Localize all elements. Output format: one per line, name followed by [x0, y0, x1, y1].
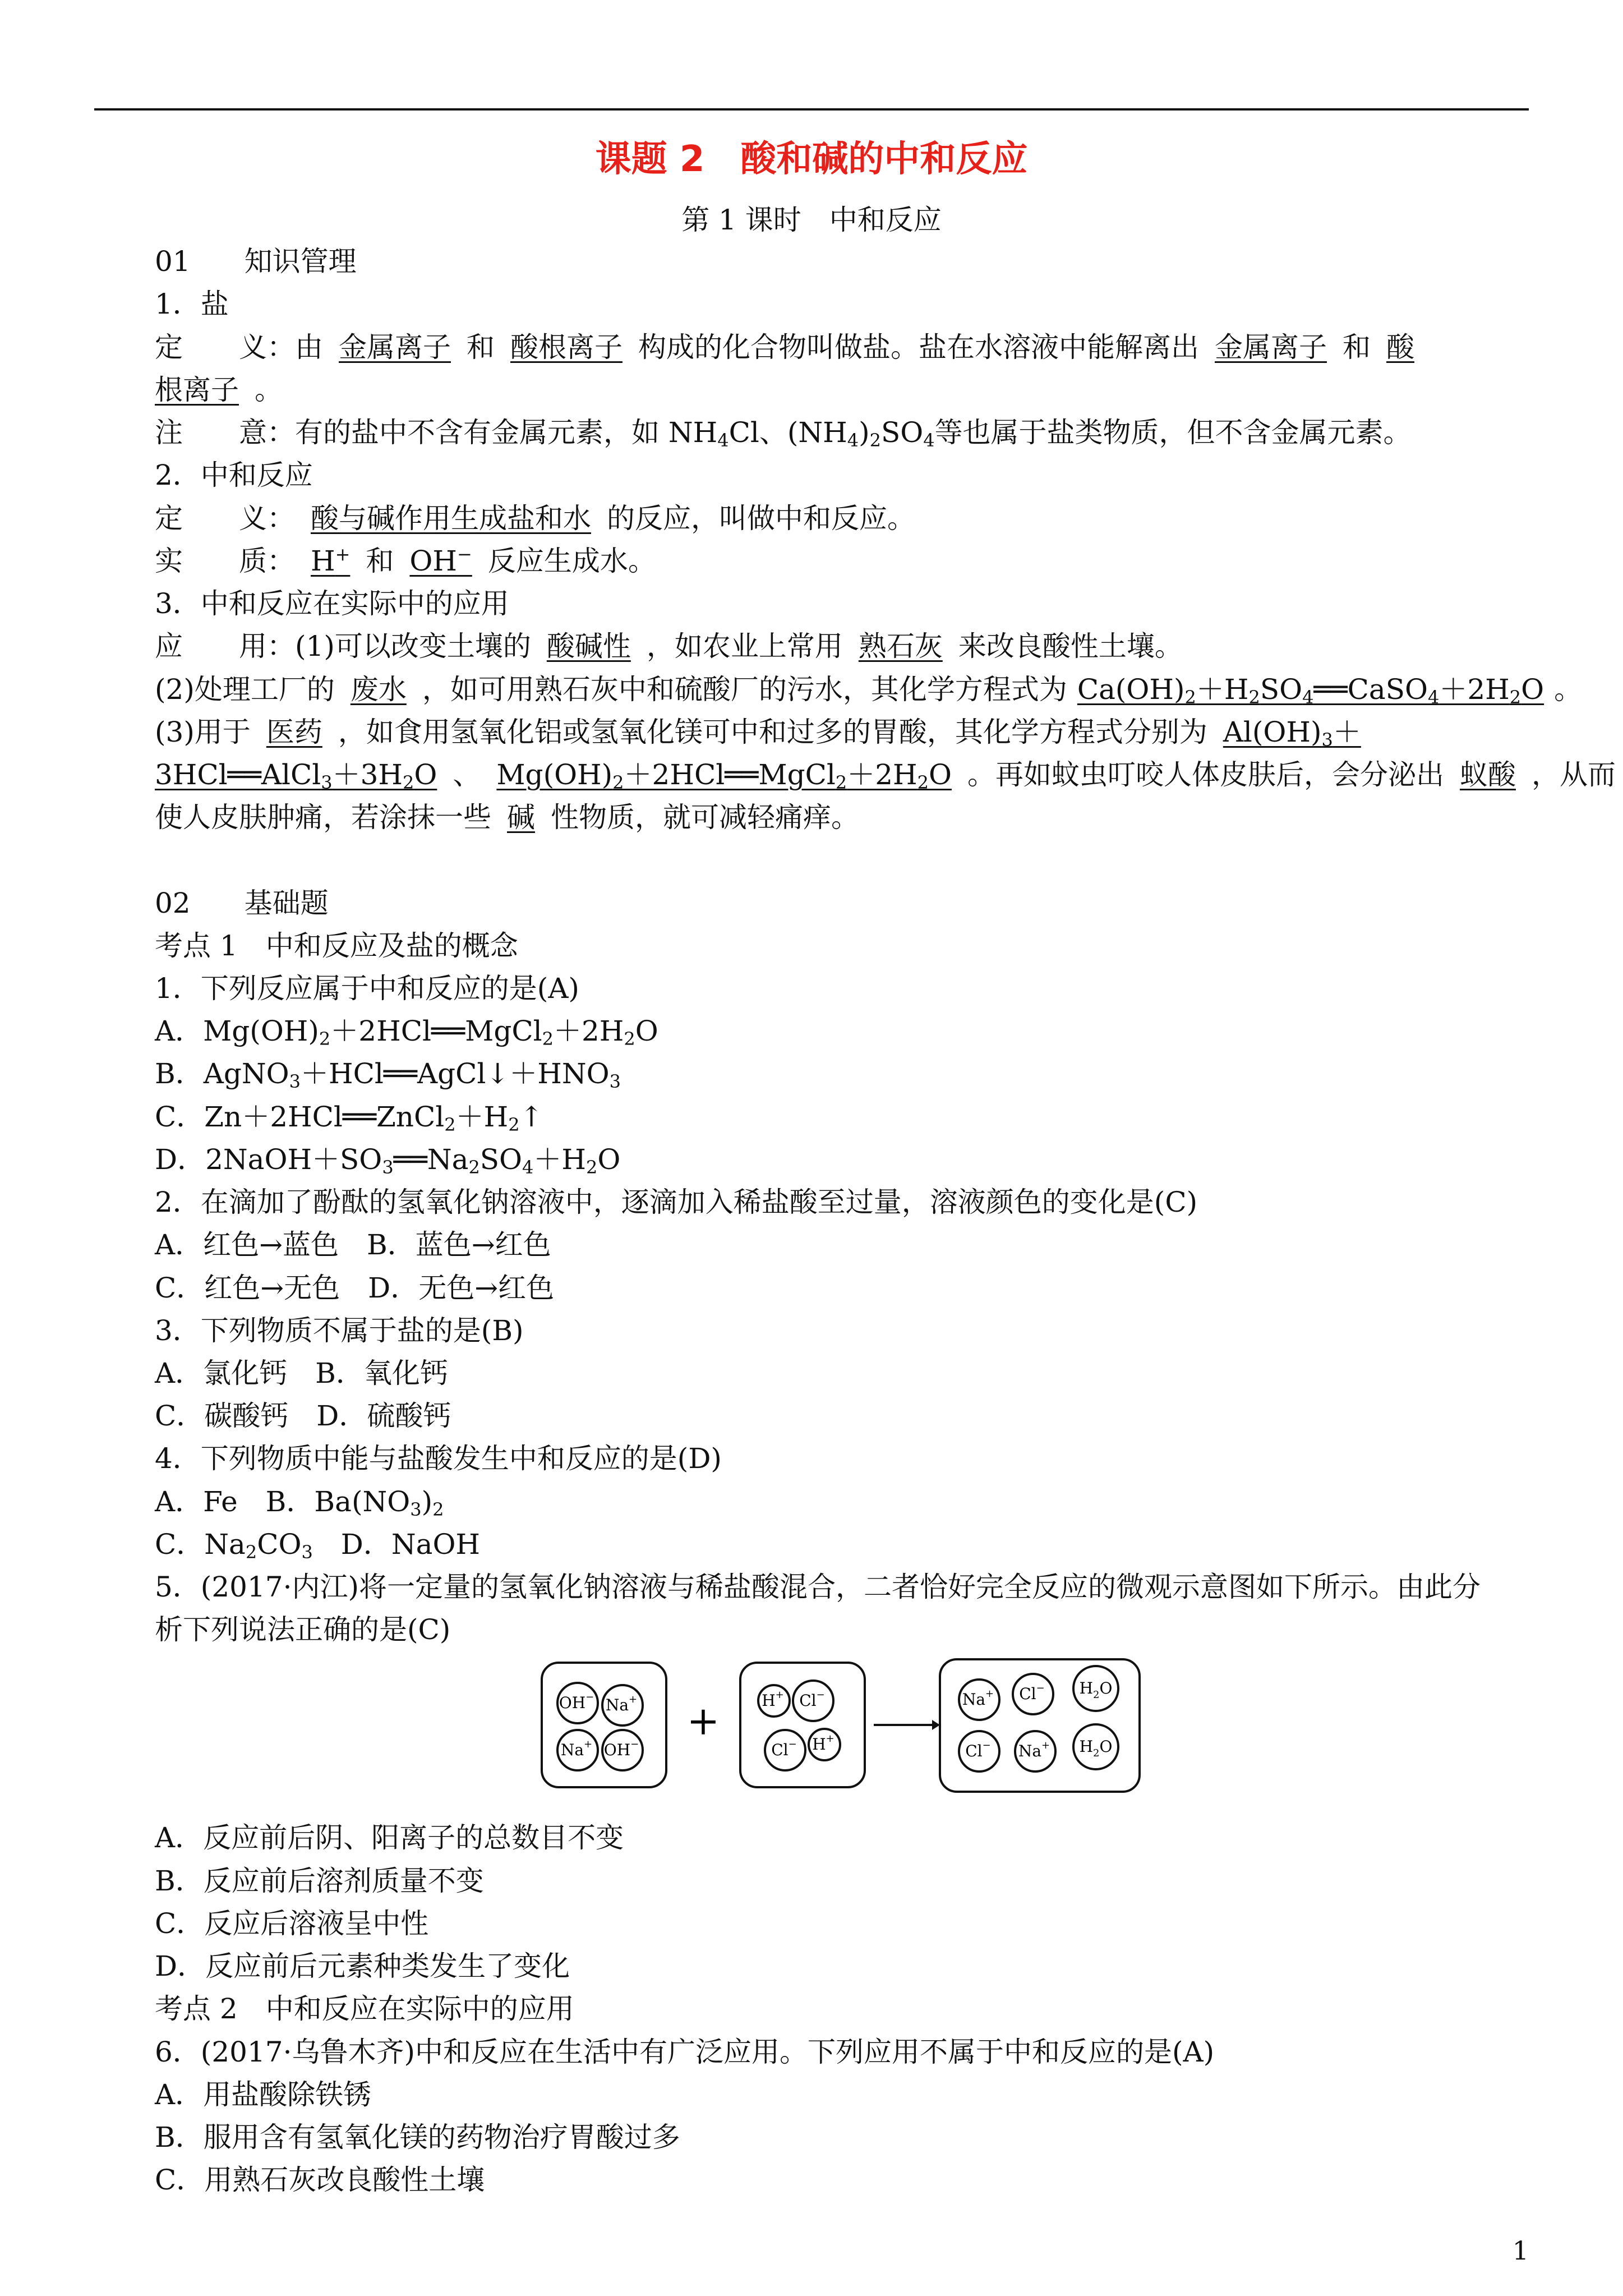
heading-neutralization: 2．中和反应 — [155, 459, 313, 491]
svg-text:Na+: Na+ — [962, 1688, 994, 1709]
application-1: 应 用：(1)可以改变土壤的 酸碱性 ，如农业上常用 熟石灰 来改良酸性土壤。 — [155, 630, 1183, 662]
question-5-line1: 5．(2017·内江)将一定量的氢氧化钠溶液与稀盐酸混合，二者恰好完全反应的微观示意图如下所示。由此分 — [155, 1571, 1481, 1603]
page-title: 课题 2 酸和碱的中和反应 — [595, 139, 1028, 180]
q6-option-b: B．服用含有氢氧化镁的药物治疗胃酸过多 — [155, 2121, 680, 2154]
svg-text:Na+: Na+ — [605, 1694, 638, 1714]
svg-text:H2O: $H_2O$ — [1079, 1737, 1113, 1759]
q6-option-c: C．用熟石灰改良酸性土壤 — [155, 2164, 485, 2196]
page-subtitle: 第 1 课时 中和反应 — [681, 204, 942, 236]
application-3-line1: (3)用于 医药 ，如食用氢氧化铝或氢氧化镁可中和过多的胃酸，其化学方程式分别为 $Al(OH)_3+$ — [155, 716, 1361, 751]
neutralization-essence: 实 质： H+ 和 OH− 反应生成水。 — [155, 544, 656, 577]
application-3-line3: 使人皮肤肿痛，若涂抹一些 碱 性物质，就可减轻痛痒。 — [155, 801, 859, 834]
svg-text:Cl−: Cl− — [771, 1738, 797, 1759]
heading-applications: 3．中和反应在实际中的应用 — [155, 587, 509, 620]
reactant-box-hcl — [740, 1663, 865, 1787]
svg-text:Na+: Na+ — [1018, 1740, 1050, 1760]
svg-text:OH−: OH− — [603, 1738, 639, 1759]
q5-option-b: B．反应前后溶剂质量不变 — [155, 1865, 484, 1897]
question-1: 1．下列反应属于中和反应的是(A) — [155, 972, 579, 1005]
svg-text:OH−: OH− — [559, 1691, 594, 1712]
q1-option-c: C．$Zn+2HCl══ZnCl_2+H_2↑$ — [155, 1101, 543, 1135]
section-heading-01: 01 知识管理 — [155, 245, 357, 278]
heading-salt: 1．盐 — [155, 288, 229, 320]
svg-text:H2O: $H_2O$ — [1079, 1679, 1113, 1701]
svg-text:Cl−: Cl− — [1019, 1682, 1045, 1703]
q2-options-ab: A．红色→蓝色 B．蓝色→红色 — [155, 1228, 551, 1261]
question-5-line2: 析下列说法正确的是(C) — [155, 1613, 451, 1646]
question-2: 2．在滴加了酚酞的氢氧化钠溶液中，逐滴加入稀盐酸至过量，溶液颜色的变化是(C) — [155, 1186, 1198, 1218]
svg-text:H+: H+ — [812, 1733, 834, 1754]
q1-option-a: A．$Mg(OH)_2+2HCl══MgCl_2+2H_2O$ — [155, 1015, 658, 1050]
q1-option-d: D．$2NaOH+SO_3══Na_2SO_4+H_2O$ — [155, 1143, 621, 1178]
svg-text:H+: H+ — [762, 1689, 784, 1710]
q3-options-cd: C．碳酸钙 D．硫酸钙 — [155, 1400, 451, 1432]
q6-option-a: A．用盐酸除铁锈 — [155, 2078, 372, 2111]
reactant-box-naoh — [542, 1663, 666, 1787]
question-4: 4．下列物质中能与盐酸发生中和反应的是(D) — [155, 1442, 722, 1475]
page-number: 1 — [1512, 2235, 1529, 2266]
svg-text:Cl−: Cl− — [799, 1689, 825, 1710]
salt-definition-line2: 根离子 。 — [155, 374, 283, 406]
knowledge-point-1: 考点 1 中和反应及盐的概念 — [155, 930, 518, 962]
microscopic-reaction-diagram — [538, 1655, 1144, 1801]
q1-option-b: B．$AgNO_3+HCl══AgCl↓+HNO_3$ — [155, 1057, 621, 1092]
top-rule — [94, 108, 1529, 111]
svg-text:Cl−: Cl− — [965, 1740, 991, 1760]
application-2: (2)处理工厂的 废水 ，如可用熟石灰中和硫酸厂的污水，其化学方程式为 $Ca(OH)_2+H_2SO_4══CaSO_4+2H_2O$ 。 — [155, 673, 1583, 708]
section-heading-02: 02 基础题 — [155, 887, 329, 919]
q4-options-cd: C．$Na_2CO_3$ D．NaOH — [155, 1528, 481, 1563]
neutralization-definition: 定 义： 酸与碱作用生成盐和水 的反应，叫做中和反应。 — [155, 502, 915, 535]
knowledge-point-2: 考点 2 中和反应在实际中的应用 — [155, 1993, 574, 2025]
q5-option-c: C．反应后溶液呈中性 — [155, 1907, 429, 1940]
question-3: 3．下列物质不属于盐的是(B) — [155, 1314, 524, 1347]
q5-option-d: D．反应前后元素种类发生了变化 — [155, 1950, 570, 1982]
q2-options-cd: C．红色→无色 D．无色→红色 — [155, 1272, 555, 1304]
plus-sign: + — [686, 1698, 720, 1744]
q4-options-ab: A．Fe B．$Ba(NO_3)_2$ — [155, 1485, 444, 1520]
salt-note: 注 意：有的盐中不含有金属元素，如 $NH_4Cl$、$(NH_4)_2SO_4$等也属于盐类物质，但不含金属元素。 — [155, 416, 1412, 451]
q3-options-ab: A．氯化钙 B．氧化钙 — [155, 1357, 448, 1389]
application-3-line2: $3HCl══AlCl_3+3H_2O$ 、 $Mg(OH)_2+2HCl══MgCl_2+2H_2O$ 。再如蚊虫叮咬人体皮肤后，会分泌出 蚁酸 ，从而 — [155, 758, 1616, 793]
question-6: 6．(2017·乌鲁木齐)中和反应在生活中有广泛应用。下列应用不属于中和反应的是(A) — [155, 2036, 1215, 2068]
q5-option-a: A．反应前后阴、阳离子的总数目不变 — [155, 1821, 624, 1854]
svg-text:Na+: Na+ — [560, 1738, 593, 1759]
salt-definition-line1: 定 义：由 金属离子 和 酸根离子 构成的化合物叫做盐。盐在水溶液中能解离出 金属离子 和 酸 — [155, 331, 1414, 364]
